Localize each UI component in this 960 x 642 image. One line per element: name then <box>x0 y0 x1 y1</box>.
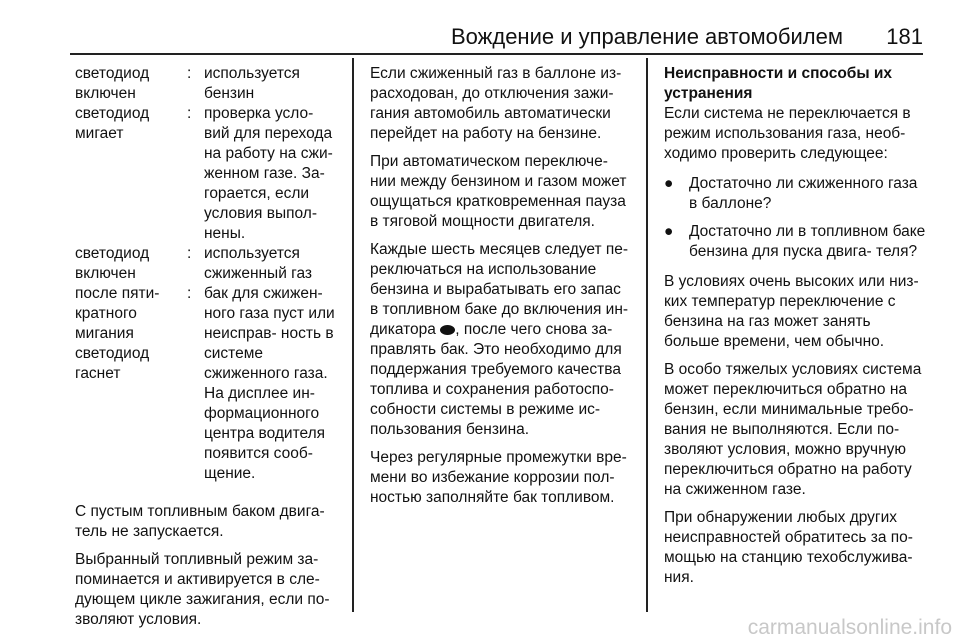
led-status-term: светодиод мигает <box>75 105 150 142</box>
led-status-colon: : <box>187 105 192 122</box>
led-status-colon: : <box>187 245 192 262</box>
led-status-term: светодиод включен <box>75 245 150 282</box>
paragraph: В особо тяжелых условиях система может переключиться обратно на бензин, если минимальные требо- вания не выполняются. Если по- зволяют условия, можно вручную переключиться обратно на работу на сжиженном газе. <box>664 361 922 498</box>
page-number: 181 <box>886 24 923 49</box>
text-span: , после чего снова за- правлять бак. Это необходимо для поддержания требуемого качества топлива и сохранения работоспо- собности системы в режиме ис- пользования бензина. <box>370 321 622 438</box>
page-header <box>70 0 923 58</box>
led-status-desc: используется сжиженный газ <box>204 245 313 282</box>
column-divider-2 <box>646 58 648 612</box>
led-status-row <box>75 284 342 484</box>
list-item <box>664 222 926 262</box>
led-status-desc: бак для сжижен- ного газа пуст или неисправ- ность в системе сжиженного газа. На дисплее ин- формационного центра водителя появится сооб- щение. <box>204 285 335 482</box>
paragraph: Через регулярные промежутки вре- мени во избежание коррозии пол- ностью заполняйте бак топливом. <box>370 449 627 506</box>
column-1 <box>75 64 342 638</box>
paragraph: В условиях очень высоких или низ- ких температур переключение с бензина на газ может занять больше времени, чем обычно. <box>664 273 919 350</box>
led-status-colon: : <box>187 285 192 302</box>
paragraph: Если сжиженный газ в баллоне из- расходован, до отключения зажи- гания автомобиль автоматически перейдет на работу на бензине. <box>370 65 622 142</box>
paragraph: При обнаружении любых других неисправностей обратитесь за по- мощью на станцию техобслужива- ния. <box>664 509 913 586</box>
led-status-term: после пяти- кратного мигания светодиод гаснет <box>75 285 160 382</box>
header-divider <box>70 53 923 55</box>
column-2 <box>370 64 632 516</box>
list-item-text: Достаточно ли в топливном баке бензина для пуска двига- теля? <box>689 223 926 260</box>
paragraph: Если система не переключается в режим использования газа, необ- ходимо проверить следующее: <box>664 105 911 162</box>
led-status-list <box>75 64 342 484</box>
list-item <box>664 174 926 214</box>
paragraph: С пустым топливным баком двига- тель не запускается. <box>75 503 325 540</box>
text-span: Каждые шесть месяцев следует пе- реключаться на использование бензина и вырабатывать его запас в топливном баке до включения ин- дикатора <box>370 241 629 338</box>
lpg-indicator-icon <box>440 325 455 335</box>
bullet-icon: ● <box>664 223 674 240</box>
paragraph: При автоматическом переключе- нии между бензином и газом может ощущаться кратковременная пауза в тяговой мощности двигателя. <box>370 153 627 230</box>
paragraph <box>370 240 632 440</box>
list-item-text: Достаточно ли сжиженного газа в баллоне? <box>689 175 918 212</box>
page-title: Вождение и управление автомобилем <box>450 24 843 49</box>
checklist <box>664 174 926 262</box>
watermark: carmanualsonline.info <box>747 616 952 639</box>
led-status-desc: используется бензин <box>204 65 300 102</box>
bullet-icon: ● <box>664 175 674 192</box>
section-heading: Неисправности и способы их устранения <box>664 65 893 102</box>
led-status-term: светодиод включен <box>75 65 150 102</box>
led-status-desc: проверка усло- вий для перехода на работу на сжи- женном газе. За- горается, если условия выпол- нены. <box>204 105 333 242</box>
column-divider-1 <box>352 58 354 612</box>
led-status-colon: : <box>187 65 192 82</box>
led-status-row <box>75 244 342 284</box>
led-status-row <box>75 64 342 104</box>
led-status-row <box>75 104 342 244</box>
column-3 <box>664 64 926 596</box>
paragraph: Выбранный топливный режим за- поминается и активируется в сле- дующем цикле зажигания, если по- зволяют условия. <box>75 551 330 628</box>
